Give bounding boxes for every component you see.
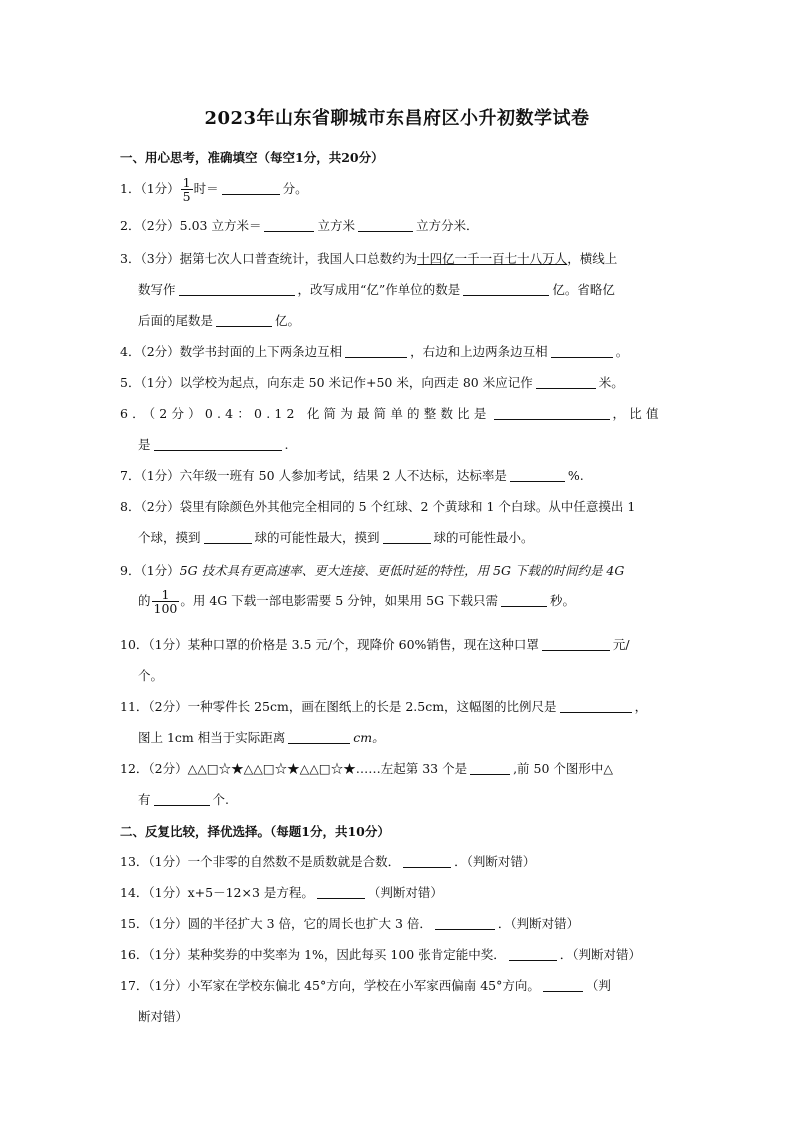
q11-prefix: 11．（2分） [120, 699, 188, 714]
q8-text: 袋里有除颜色外其他完全相同的 5 个红球、2 个黄球和 1 个白球。从中任意摸出 1 [179, 499, 636, 514]
q4-text: 数学书封面的上下两条边互相 [179, 344, 343, 359]
question-16 [120, 946, 676, 964]
q1-prefix: 1．（1分） [120, 181, 180, 196]
question-3-line-2 [120, 281, 694, 299]
question-7 [120, 467, 676, 485]
section-1-heading: 一、用心思考，准确填空（每空1分，共20分） [120, 150, 384, 165]
q2-blank-1[interactable] [264, 218, 314, 232]
q11-blank-1[interactable] [560, 699, 632, 713]
q4-blank-2[interactable] [551, 344, 613, 358]
q9-line2-unit: 秒。 [550, 593, 576, 608]
q4-prefix: 4．（2分） [120, 344, 180, 359]
q3-line2-text-3: 亿。省略亿 [552, 282, 615, 297]
q6-blank-1[interactable] [494, 406, 610, 420]
question-15 [120, 915, 676, 933]
q11-text: 一种零件长 25cm，画在图纸上的长是 2.5cm，这幅图的比例尺是 [187, 699, 557, 714]
q9-prefix: 9．（1分） [120, 563, 180, 578]
q5-unit: 米。 [598, 375, 624, 390]
question-12-line-2 [120, 791, 694, 809]
q12-text-2: ,前 50 个图形中△ [513, 761, 614, 776]
q15-tail: ．（判断对错） [497, 916, 580, 931]
q16-text: 某种奖券的中奖率为 1%，因此每买 100 张肯定能中奖． [187, 947, 506, 962]
q6-text: 0.4：0.12 化简为最简单的整数比是 [204, 406, 491, 421]
question-8 [120, 498, 676, 516]
q3-text-2: ，横线上 [567, 251, 618, 266]
question-13 [120, 853, 676, 871]
q9-line2-text-2: 。用 4G 下载一部电影需要 5 分钟，如果用 5G 下载只需 [180, 593, 499, 608]
q3-blank-3[interactable] [216, 313, 272, 327]
q3-underlined-number: 十四亿一千一百七十八万人 [417, 251, 568, 266]
q10-prefix: 10．（1分） [120, 637, 188, 652]
q8-blank-1[interactable] [204, 530, 252, 544]
q17-tail: （判 [585, 978, 611, 993]
q12-line2-text: 有 [138, 792, 151, 807]
q16-blank[interactable] [509, 947, 557, 961]
section-2-heading: 二、反复比较，择优选择。（每题1分，共10分） [120, 824, 390, 839]
q1-denominator: 5 [182, 189, 191, 204]
q15-blank[interactable] [435, 916, 495, 930]
q3-text: 据第七次人口普查统计，我国人口总数约为 [179, 251, 418, 266]
question-6 [120, 405, 676, 423]
q13-prefix: 13．（1分） [120, 854, 188, 869]
question-8-line-2 [120, 529, 694, 547]
q8-line2-text-3: 球的可能性最小。 [433, 530, 534, 545]
question-11 [120, 698, 676, 716]
q11-comma: ， [634, 699, 648, 714]
q2-blank-2[interactable] [358, 218, 413, 232]
question-5 [120, 374, 676, 392]
q8-line2-text: 个球，摸到 [138, 530, 201, 545]
question-4 [120, 343, 676, 361]
q17-prefix: 17．（1分） [120, 978, 188, 993]
q9-denominator: 100 [153, 601, 178, 616]
question-14 [120, 884, 676, 902]
q6-line2-end: . [284, 437, 289, 452]
q12-prefix: 12．（2分） [120, 761, 188, 776]
q13-blank[interactable] [403, 854, 451, 868]
q9-numerator: 1 [152, 588, 180, 602]
q8-blank-2[interactable] [383, 530, 431, 544]
q15-prefix: 15．（1分） [120, 916, 188, 931]
q10-line2-text: 个。 [138, 668, 164, 683]
q15-text: 圆的半径扩大 3 倍，它的周长也扩大 3 倍． [187, 916, 432, 931]
q8-line2-text-2: 球的可能性最大，摸到 [254, 530, 380, 545]
q3-prefix: 3．（3分） [120, 251, 180, 266]
q4-blank-1[interactable] [345, 344, 407, 358]
question-17 [120, 977, 676, 995]
q12-line2-unit: 个. [212, 792, 229, 807]
q4-text-2: ，右边和上边两条边互相 [410, 344, 548, 359]
question-9 [120, 562, 676, 580]
q3-line3-text: 后面的尾数是 [138, 313, 214, 328]
q17-blank[interactable] [543, 978, 583, 992]
q3-line2-text: 数写作 [138, 282, 176, 297]
q4-end: 。 [615, 344, 629, 359]
q14-blank[interactable] [317, 885, 365, 899]
q10-blank[interactable] [542, 637, 610, 651]
q9-fraction [152, 588, 180, 615]
q3-line3-unit: 亿。 [275, 313, 301, 328]
question-10-line-2 [120, 667, 694, 685]
question-3-line-3 [120, 312, 694, 330]
q2-text: 5.03 立方米＝ [179, 218, 262, 233]
question-10 [120, 636, 676, 654]
q6-text-2: ，比值 [612, 406, 663, 421]
question-6-line-2 [120, 436, 694, 454]
question-12 [120, 760, 676, 778]
q2-prefix: 2．（2分） [120, 218, 180, 233]
q14-tail: （判断对错） [367, 885, 443, 900]
q1-fraction [181, 176, 193, 203]
q6-blank-2[interactable] [154, 437, 282, 451]
q9-text: 5G 技术具有更高速率、更大连接、更低时延的特性，用 5G 下载的时间约是 4G [179, 563, 625, 578]
question-1 [120, 176, 676, 203]
q1-unit: 分。 [282, 181, 308, 196]
q1-answer-blank[interactable] [222, 181, 280, 195]
q13-text: 一个非零的自然数不是质数就是合数． [187, 854, 401, 869]
q16-tail: ．（判断对错） [559, 947, 641, 962]
q5-prefix: 5．（1分） [120, 375, 180, 390]
q17-line2-text: 断对错） [138, 1009, 189, 1024]
q6-line2-text: 是 [138, 437, 151, 452]
q11-line2-text: 图上 1cm 相当于实际距离 [138, 730, 286, 745]
q6-prefix: 6．（2分） [120, 406, 205, 421]
q12-blank-2[interactable] [154, 792, 210, 806]
question-9-line-2 [120, 588, 694, 615]
q12-text: △△□☆★△△□☆★△△□☆★……左起第 33 个是 [187, 761, 468, 776]
q1-numerator: 1 [182, 175, 191, 190]
q13-tail: ．（判断对错） [454, 854, 536, 869]
q12-blank-1[interactable] [470, 761, 510, 775]
q10-unit: 元/ [612, 637, 630, 652]
q10-text: 某种口罩的价格是 3.5 元/个，现降价 60%销售，现在这种口罩 [187, 637, 539, 652]
question-2 [120, 217, 676, 235]
q8-prefix: 8．（2分） [120, 499, 180, 514]
q1-text: 时＝ [193, 181, 219, 196]
q9-blank[interactable] [501, 593, 547, 607]
q5-blank[interactable] [536, 375, 596, 389]
q3-line2-text-2: ，改写成用“亿”作单位的数是 [297, 282, 461, 297]
q11-blank-2[interactable] [288, 730, 350, 744]
q17-text: 小军家在学校东偏北 45°方向，学校在小军家西偏南 45°方向。 [187, 978, 540, 993]
q7-text: 六年级一班有 50 人参加考试，结果 2 人不达标，达标率是 [179, 468, 507, 483]
q2-unit-2: 立方分米． [415, 218, 479, 233]
q7-blank[interactable] [510, 468, 565, 482]
exam-title: 2023年山东省聊城市东昌府区小升初数学试卷 [204, 108, 590, 129]
q7-prefix: 7．（1分） [120, 468, 180, 483]
q3-blank-2[interactable] [463, 282, 549, 296]
q11-line2-unit: cm。 [353, 730, 385, 745]
q2-unit-1: 立方米 [317, 218, 355, 233]
question-17-line-2 [120, 1008, 694, 1026]
question-3 [120, 250, 676, 268]
q14-prefix: 14．（1分） [120, 885, 188, 900]
question-11-line-2 [120, 729, 694, 747]
q5-text: 以学校为起点，向东走 50 米记作+50 米，向西走 80 米应记作 [179, 375, 533, 390]
q7-unit: %. [567, 468, 584, 483]
q14-text: x+5－12×3 是方程。 [187, 885, 314, 900]
q9-line2-text: 的 [138, 593, 151, 608]
q3-blank-1[interactable] [179, 282, 295, 296]
q16-prefix: 16．（1分） [120, 947, 188, 962]
